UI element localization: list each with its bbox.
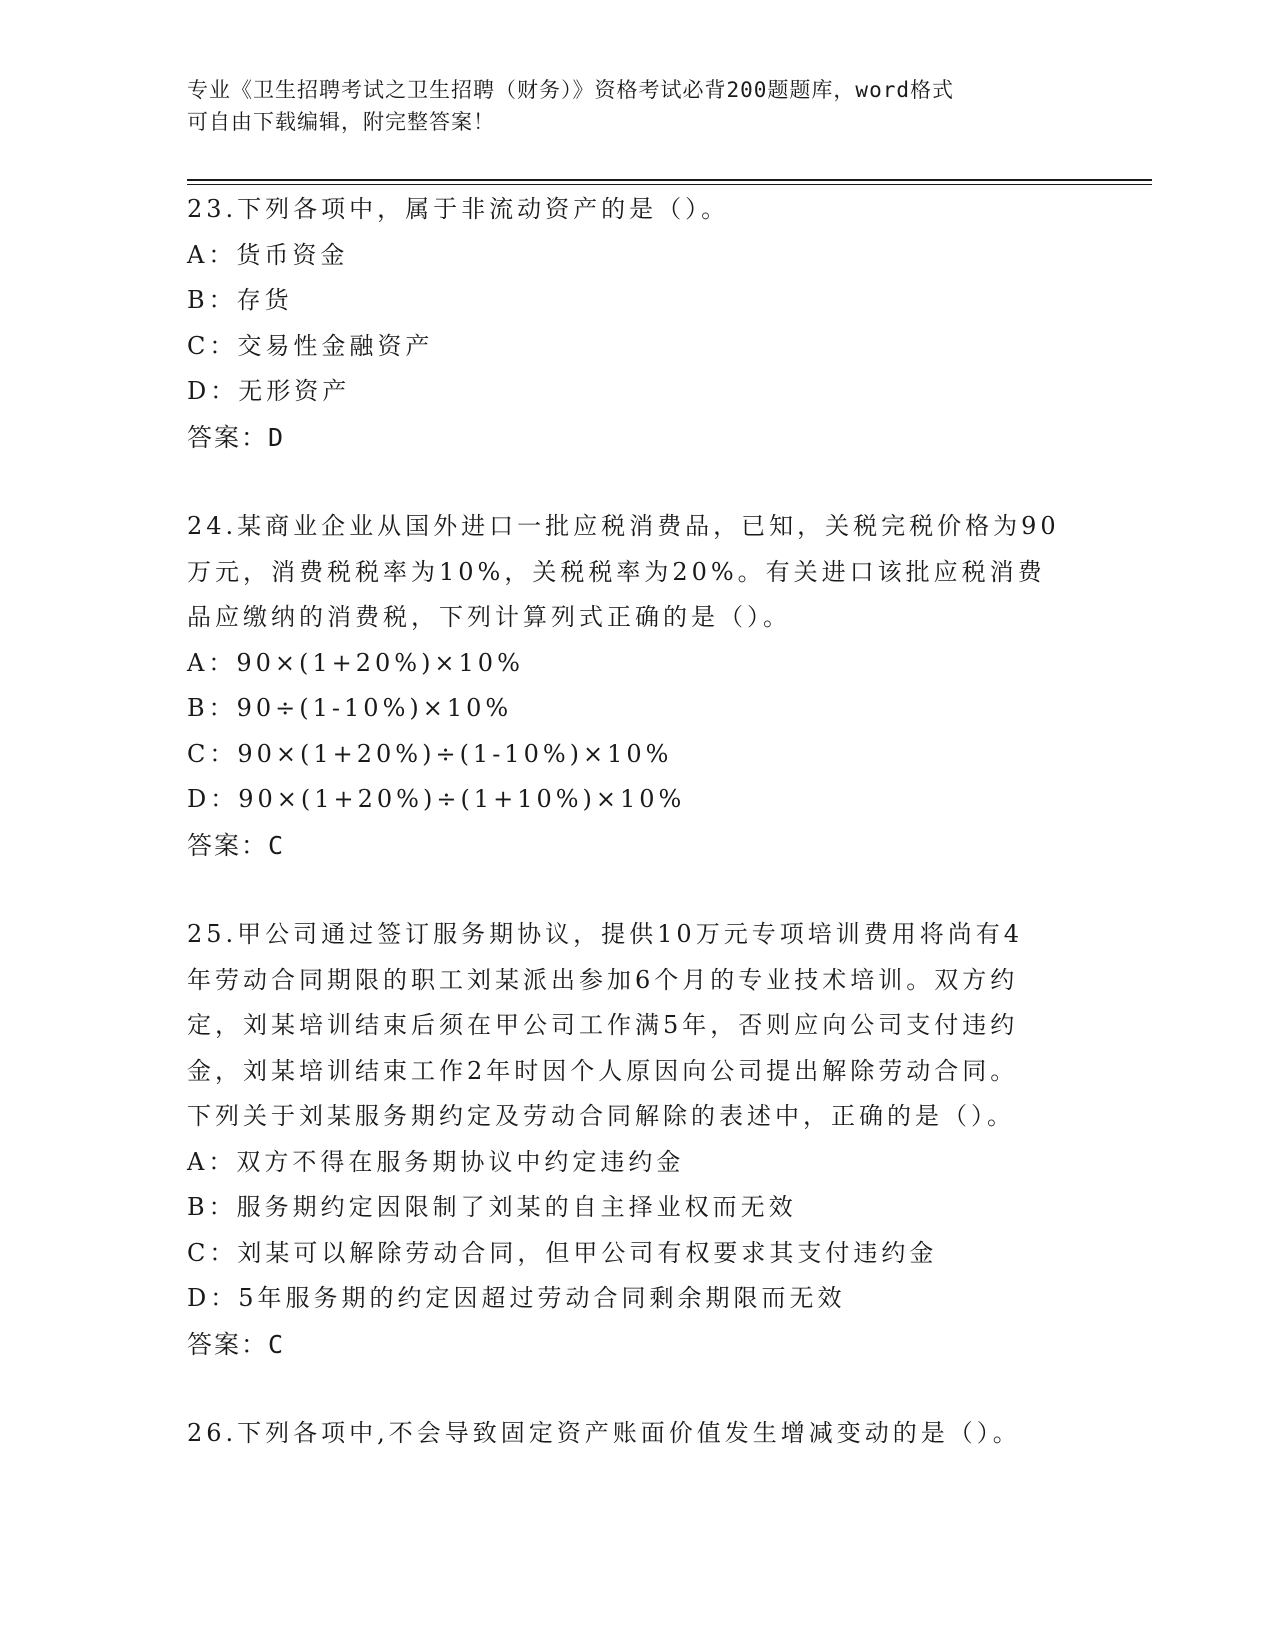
question-stem: 品应缴纳的消费税，下列计算列式正确的是（）。 [187,603,791,631]
answer-line: 答案：C [187,1329,286,1359]
option-b: B：90÷(1-10%)×10% [187,694,513,722]
option-a: A：双方不得在服务期协议中约定违约金 [187,1147,685,1176]
answer-line: 答案：C [187,830,286,860]
option-a: A：货币资金 [187,240,349,269]
option-c: C：90×(1+20%)÷(1-10%)×10% [187,739,673,768]
question-stem: 年劳动合同期限的职工刘某派出参加6个月的专业技术培训。双方约 [187,965,1019,994]
option-b: B：服务期约定因限制了刘某的自主择业权而无效 [187,1193,797,1221]
question-stem: 24.某商业企业从国外进口一批应税消费品，已知，关税完税价格为90 [187,512,1060,540]
option-d: D：5年服务期的约定因超过劳动合同剩余期限而无效 [187,1284,846,1312]
question-26 [187,1411,1087,1457]
option-d: D：无形资产 [187,377,351,405]
option-c: C：刘某可以解除劳动合同，但甲公司有权要求其支付违约金 [187,1238,938,1267]
header-divider-thin [187,184,1152,185]
header-line-1: 专业《卫生招聘考试之卫生招聘（财务）》资格考试必背200题题库，word格式 [187,78,954,102]
question-list [187,187,1087,1501]
document-header [187,74,1067,138]
header-divider-thick [187,179,1152,181]
question-stem: 定，刘某培训结束后须在甲公司工作满5年，否则应向公司支付违约 [187,1011,1019,1039]
question-stem: 下列关于刘某服务期约定及劳动合同解除的表述中，正确的是（）。 [187,1102,1015,1130]
question-stem: 25.甲公司通过签订服务期协议，提供10万元专项培训费用将尚有4 [187,920,1023,948]
option-d: D：90×(1+20%)÷(1+10%)×10% [187,785,686,813]
question-stem: 金，刘某培训结束工作2年时因个人原因向公司提出解除劳动合同。 [187,1056,1019,1085]
header-line-2: 可自由下载编辑，附完整答案！ [187,110,495,134]
question-24 [187,504,1087,868]
question-25 [187,912,1087,1367]
question-23 [187,187,1087,460]
answer-line: 答案：D [187,422,286,452]
question-stem: 万元，消费税税率为10%，关税税率为20%。有关进口该批应税消费 [187,557,1046,586]
question-stem: 23.下列各项中，属于非流动资产的是（）。 [187,195,730,223]
option-c: C：交易性金融资产 [187,331,434,360]
option-b: B：存货 [187,286,293,314]
option-a: A：90×(1+20%)×10% [187,648,524,677]
question-stem: 26.下列各项中,不会导致固定资产账面价值发生增减变动的是（）。 [187,1419,1021,1447]
